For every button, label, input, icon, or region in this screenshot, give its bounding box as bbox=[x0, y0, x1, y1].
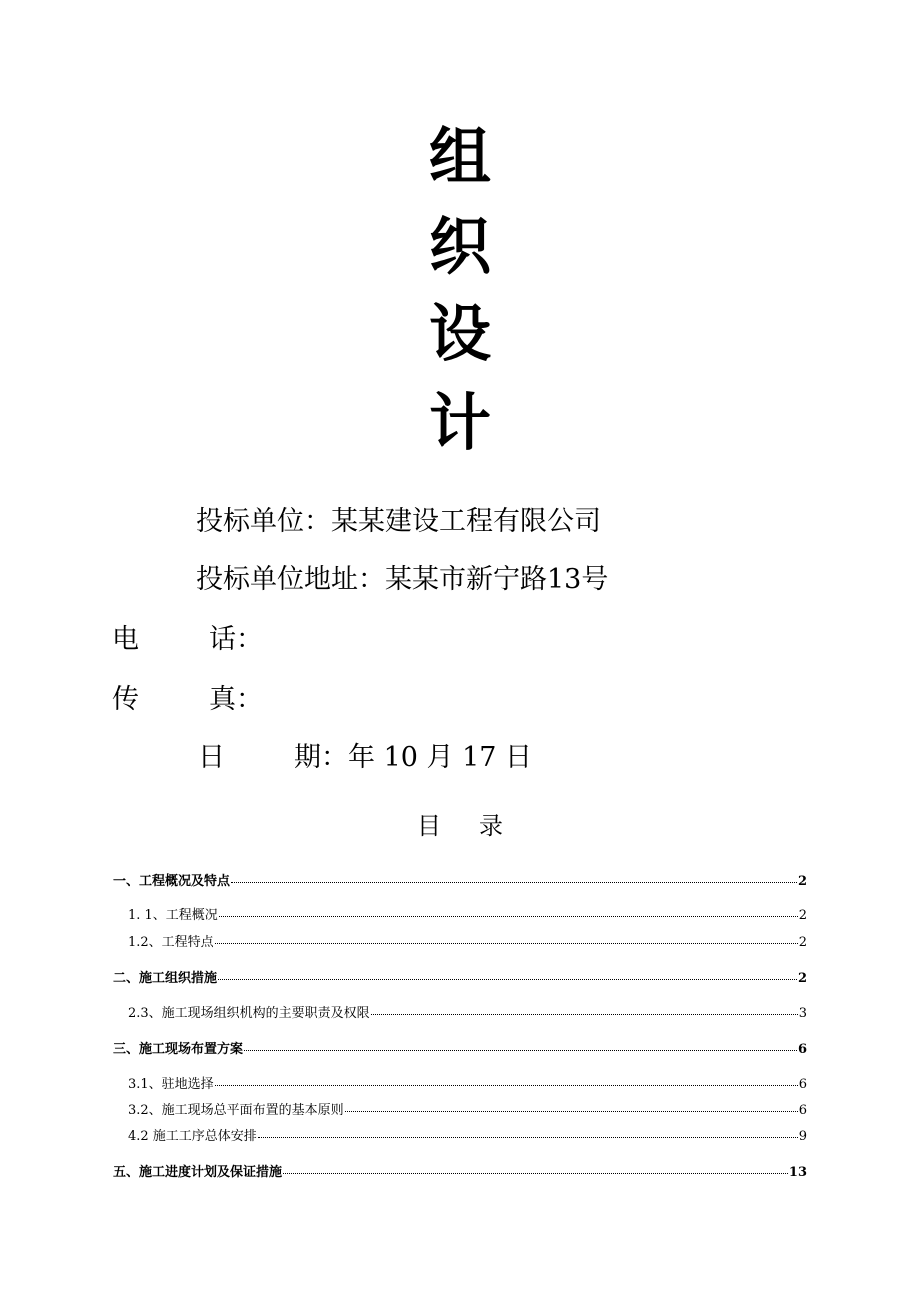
toc-entry-page: 2 bbox=[797, 874, 807, 889]
toc-leader bbox=[215, 933, 798, 944]
toc-leader bbox=[218, 969, 797, 980]
toc-entry-label: 2.3、施工现场组织机构的主要职责及权限 bbox=[128, 1006, 370, 1021]
toc-entry-label: 1.2、工程特点 bbox=[128, 935, 214, 950]
toc-entry-page: 9 bbox=[798, 1129, 807, 1144]
toc-title bbox=[0, 814, 920, 838]
cover-title-char-3: 设 bbox=[428, 297, 491, 370]
toc-leader bbox=[283, 1163, 788, 1174]
date-line bbox=[198, 744, 532, 771]
toc-entry-page: 13 bbox=[788, 1165, 807, 1180]
phone-label-a: 电 bbox=[112, 624, 139, 655]
toc-leader bbox=[244, 1040, 797, 1051]
toc-entry[interactable] bbox=[128, 1129, 807, 1143]
toc-entry-label: 一、工程概况及特点 bbox=[113, 874, 231, 889]
address-label: 投标单位地址： bbox=[196, 564, 385, 595]
date-label-a: 日 bbox=[198, 742, 225, 773]
fax-label-b: 真： bbox=[209, 684, 263, 715]
toc-entry[interactable] bbox=[128, 908, 807, 922]
toc-entry-page: 6 bbox=[797, 1042, 807, 1057]
toc-entry-label: 三、施工现场布置方案 bbox=[113, 1042, 244, 1057]
toc-entry-label: 五、施工进度计划及保证措施 bbox=[113, 1165, 283, 1180]
cover-title-char-2: 织 bbox=[428, 210, 491, 283]
toc-entry[interactable] bbox=[113, 1042, 807, 1056]
toc-entry-label: 3.2、施工现场总平面布置的基本原则 bbox=[128, 1103, 344, 1118]
date-label-b: 期： bbox=[294, 742, 348, 773]
cover-title-char-4: 计 bbox=[428, 386, 491, 459]
toc-entry-page: 6 bbox=[798, 1077, 807, 1092]
toc-entry[interactable] bbox=[113, 971, 807, 985]
toc-leader bbox=[371, 1004, 798, 1015]
toc-entry[interactable] bbox=[128, 1077, 807, 1091]
toc-entry-page: 3 bbox=[798, 1006, 807, 1021]
phone-label-b: 话： bbox=[209, 624, 263, 655]
toc-entry[interactable] bbox=[128, 1103, 807, 1117]
toc-entry-page: 6 bbox=[798, 1103, 807, 1118]
toc-entry-label: 二、施工组织措施 bbox=[113, 971, 218, 986]
toc-leader bbox=[231, 872, 797, 883]
toc-title-a: 目 bbox=[417, 812, 441, 840]
address-value: 某某市新宁路13号 bbox=[385, 564, 609, 595]
toc-title-b: 录 bbox=[479, 812, 503, 840]
address-line bbox=[196, 566, 608, 593]
cover-title-char-1: 组 bbox=[428, 120, 491, 193]
toc-entry-page: 2 bbox=[798, 908, 807, 923]
toc-entry-label: 4.2 施工工序总体安排 bbox=[128, 1129, 257, 1144]
toc-entry-label: 3.1、驻地选择 bbox=[128, 1077, 214, 1092]
date-value: 年 10 月 17 日 bbox=[348, 742, 533, 773]
toc-leader bbox=[345, 1101, 798, 1112]
toc-leader bbox=[258, 1127, 798, 1138]
bidder-line bbox=[196, 508, 601, 535]
toc-entry[interactable] bbox=[128, 935, 807, 949]
toc-entry-page: 2 bbox=[798, 935, 807, 950]
toc-entry[interactable] bbox=[113, 874, 807, 888]
phone-line bbox=[112, 626, 263, 653]
toc-entry-label: 1. 1、工程概况 bbox=[128, 908, 218, 923]
toc-entry[interactable] bbox=[113, 1165, 807, 1179]
fax-line bbox=[112, 686, 263, 713]
toc-entry[interactable] bbox=[128, 1006, 807, 1020]
toc-entry-page: 2 bbox=[797, 971, 807, 986]
bidder-label: 投标单位： bbox=[196, 506, 331, 537]
toc-leader bbox=[219, 906, 798, 917]
bidder-value: 某某建设工程有限公司 bbox=[331, 506, 601, 537]
toc-leader bbox=[215, 1075, 798, 1086]
fax-label-a: 传 bbox=[112, 684, 139, 715]
